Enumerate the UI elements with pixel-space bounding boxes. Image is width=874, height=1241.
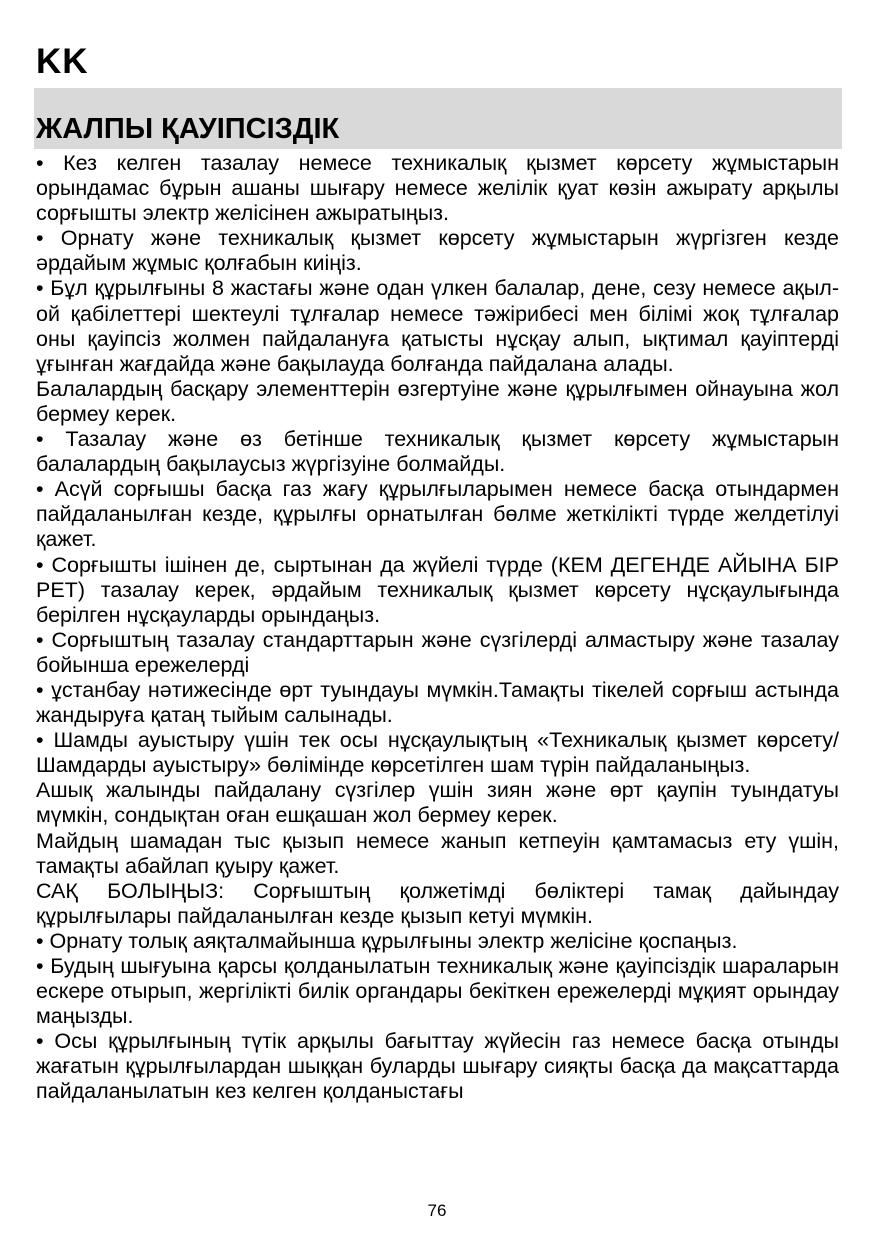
paragraph-installation-power: • Орнату толық аяқталмайынша құрылғыны электр желісіне қоспаңыз. [36, 928, 738, 953]
paragraph-disconnect-power: • Кез келген тазалау немесе техникалық қызмет көрсету жұмыстарын орындамас бұрын ашаны шығару немесе желілік қуат көзін ажырату арқылы сорғышты электр желісінен ажыратыңыз. [36, 151, 839, 226]
page-number: 76 [427, 1201, 447, 1220]
paragraph-duct-system: • Осы құрылғының түтік арқылы бағыттау жүйесін газ немесе басқа отынды жағатын құрылғылардан шыққан буларды шығару сияқты басқа да мақсаттарда пайдаланылатын кез келген қолданыстағы [36, 1029, 839, 1104]
paragraph-local-regulations: • Будың шығуына қарсы қолданылатын техникалық және қауіпсіздік шараларын ескере отырып, жергілікті билік органдары бекіткен ережелерді мұқият орындау маңызды. [36, 954, 839, 1029]
paragraph-ventilation: • Асүй сорғышы басқа газ жағу құрылғыларымен немесе басқа отындармен пайдаланылған кезде, құрылғы орнатылған бөлме жеткілікті түрде желдетілуі қажет. [36, 477, 839, 552]
paragraph-filter-rules: • Сорғыштың тазалау стандарттарын және сүзгілерді алмастыру және тазалау бойынша ережелерді [36, 627, 839, 677]
paragraph-children-and-limited-capability: • Бұл құрылғыны 8 жастағы және одан үлкен балалар, дене, сезу немесе ақыл-ой қабілеттері шектеулі тұлғалар немесе тәжірибесі мен білімі жоқ тұлғалар оны қауіпсіз жолмен пайдалануға қатысты нұсқау алып, ықтимал қауіптерді ұғынған жағдайда және бақылауда болғанда пайдалана алады. [36, 276, 839, 376]
paragraph-wear-gloves: • Орнату және техникалық қызмет көрсету жұмыстарын жүргізген кезде әрдайым жұмыс қолғабын киіңіз. [36, 226, 839, 276]
paragraph-caution-hot-parts: САҚ БОЛЫҢЫЗ: Сорғыштың қолжетімді бөліктері тамақ дайындау құрылғылары пайдаланылған кезде қызып кетуі мүмкін. [36, 878, 839, 928]
paragraph-children-cleaning: • Тазалау және өз бетінше техникалық қызмет көрсету жұмыстарын балалардың бақылаусыз жүргізуіне болмайды. [36, 427, 839, 477]
section-title: ЖАЛПЫ ҚАУІПСІЗДІК [36, 113, 340, 145]
paragraph-frying: Майдың шамадан тыс қызып немесе жанып кетпеуін қамтамасыз ету үшін, тамақты абайлап қуыру қажет. [36, 828, 839, 878]
paragraph-children-play: Балалардың басқару элементтерін өзгертуіне және құрылғымен ойнауына жол бермеу керек. [36, 376, 839, 426]
paragraph-lamp-replacement: • Шамды ауыстыру үшін тек осы нұсқаулықтың «Техникалық қызмет көрсету/Шамдарды ауыстыру» бөлімінде көрсетілген шам түрін пайдаланыңыз. [36, 728, 839, 778]
paragraph-fire-risk: • ұстанбау нәтижесінде өрт туындауы мүмкін.Тамақты тікелей сорғыш астында жандыруға қатаң тыйым салынады. [36, 677, 839, 728]
language-code: KK [36, 42, 89, 81]
paragraph-open-flame: Ашық жалынды пайдалану сүзгілер үшін зиян және өрт қаупін туындатуы мүмкін, сондықтан оған ешқашан жол бермеу керек. [36, 778, 839, 828]
safety-text-body [36, 151, 839, 1105]
paragraph-regular-cleaning: • Сорғышты ішінен де, сыртынан да жүйелі түрде (КЕМ ДЕГЕНДЕ АЙЫНА БІР РЕТ) тазалау керек, әрдайым техникалық қызмет көрсету нұсқаулығында берілген нұсқауларды орындаңыз. [36, 552, 839, 627]
